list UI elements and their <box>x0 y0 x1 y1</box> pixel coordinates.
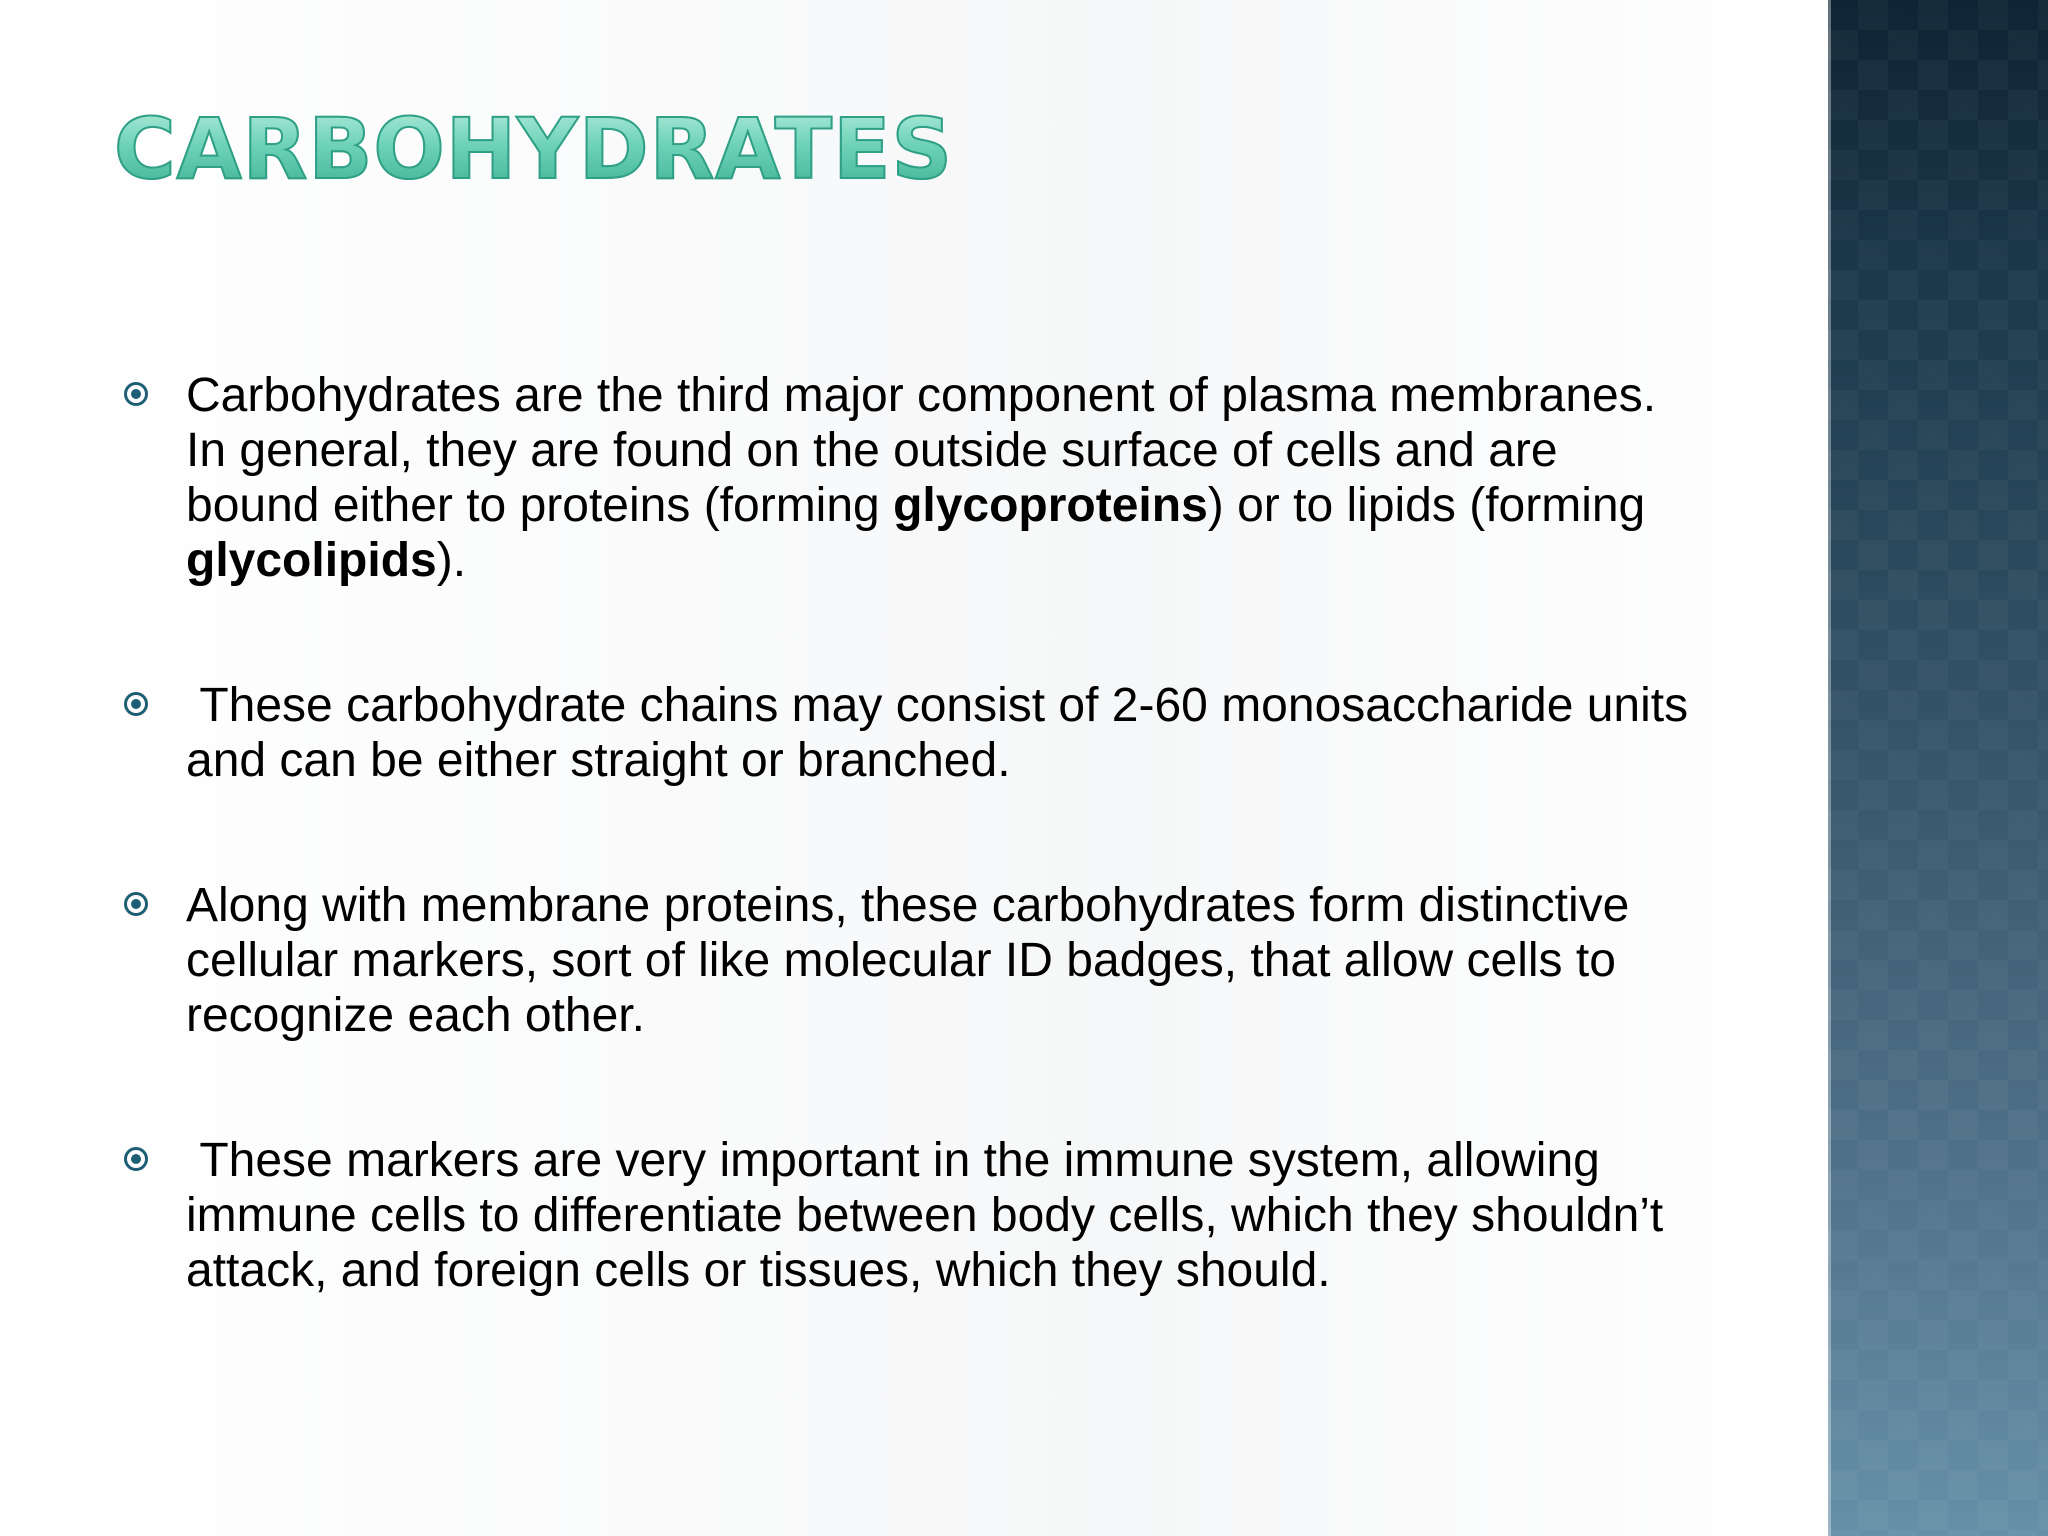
bullet-1-bold-glycolipids: glycolipids <box>186 534 437 587</box>
circle-dot-bullet-icon <box>124 382 148 406</box>
bullet-1-bold-glycoproteins: glycoproteins <box>893 479 1208 532</box>
bullet-1-text-part-1: Carbohydrates are the third major component of plasma membranes. In general, they are found on the outside surface of cells and are bound either to proteins (forming <box>186 369 1657 532</box>
circle-dot-bullet-icon <box>124 692 148 716</box>
bullet-1-text-part-2: ) or to lipids (forming <box>1207 479 1646 532</box>
bullet-4-text: These markers are very important in the immune system, allowing immune cells to differentiate between body cells, which they shouldn’t attack, and foreign cells or tissues, which they should. <box>186 1134 1677 1297</box>
bullet-item-2 <box>120 678 1700 788</box>
bullet-item-3 <box>120 878 1700 1043</box>
bullet-3-text: Along with membrane proteins, these carbohydrates form distinctive cellular markers, sort of like molecular ID badges, that allow cells to recognize each other. <box>186 879 1630 1042</box>
bullet-list <box>120 368 1700 1298</box>
slide-title: CARBOHYDRATES <box>114 100 953 198</box>
bullet-2-text: These carbohydrate chains may consist of 2-60 monosaccharide units and can be either straight or branched. <box>186 679 1702 787</box>
circle-dot-bullet-icon <box>124 1147 148 1171</box>
bullet-item-4 <box>120 1133 1700 1298</box>
decorative-side-band <box>1828 0 2048 1536</box>
circle-dot-bullet-icon <box>124 892 148 916</box>
bullet-item-1 <box>120 368 1700 588</box>
bullet-1-text-part-3: ). <box>436 534 467 587</box>
